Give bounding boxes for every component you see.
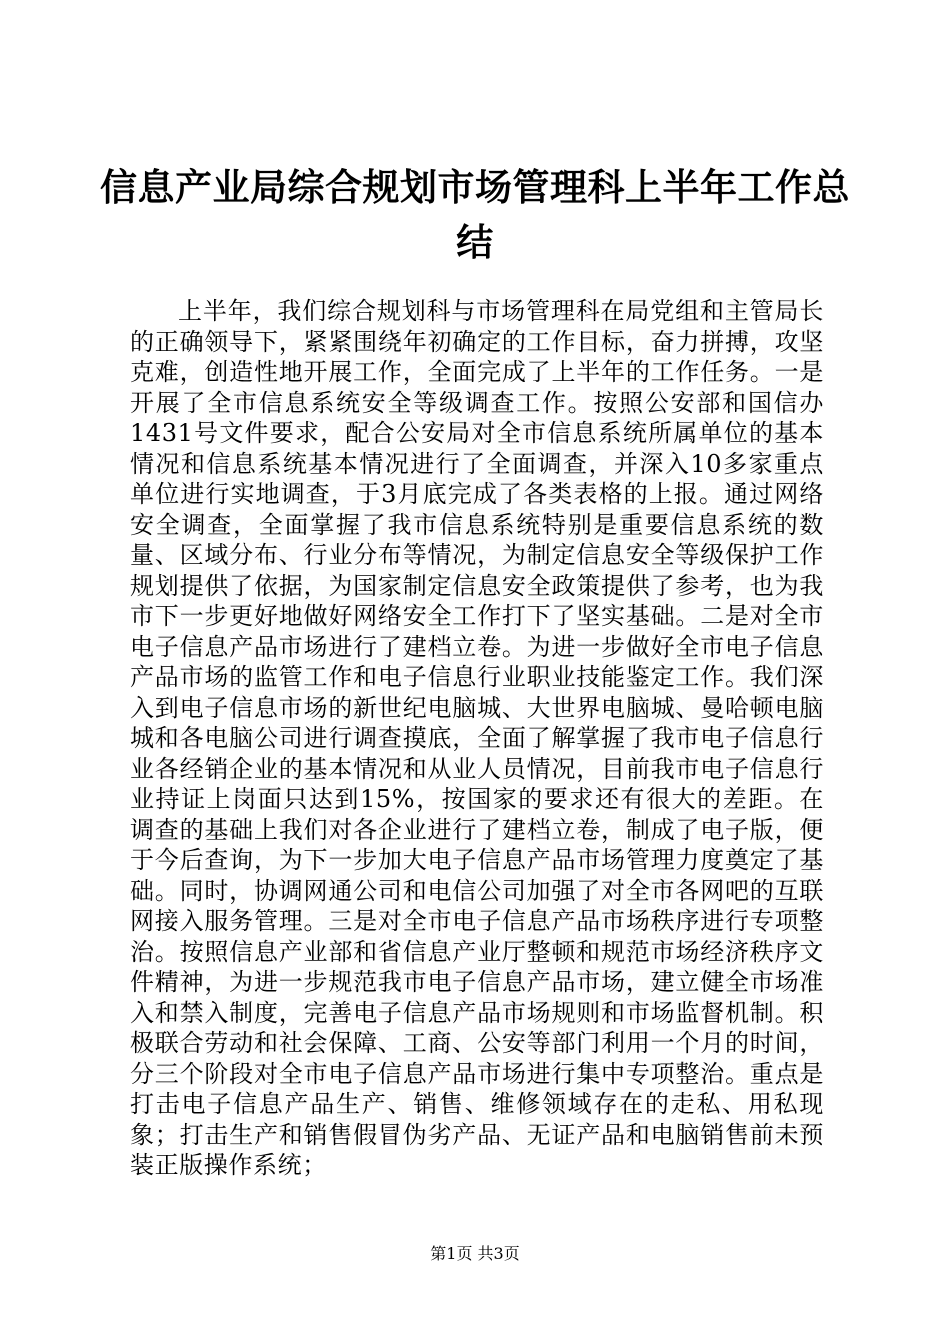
page-footer: 第1页 共3页 xyxy=(430,1244,520,1263)
document-body-paragraph: 上半年，我们综合规划科与市场管理科在局党组和主管局长的正确领导下，紧紧围绕年初确定的工作目标，奋力拼搏，攻坚克难，创造性地开展工作，全面完成了上半年的工作任务。一是开展了全市信息系统安全等级调查工作。按照公安部和国信办1431号文件要求，配合公安局对全市信息系统所属单位的基本情况和信息系统基本情况进行了全面调查，并深入10多家重点单位进行实地调查，于3月底完成了各类表格的上报。通过网络安全调查，全面掌握了我市信息系统特别是重要信息系统的数量、区域分布、行业分布等情况，为制定信息安全等级保护工作规划提供了依据，为国家制定信息安全政策提供了参考，也为我市下一步更好地做好网络安全工作打下了坚实基础。二是对全市电子信息产品市场进行了建档立卷。为进一步做好全市电子信息产品市场的监管工作和电子信息行业职业技能鉴定工作。我们深入到电子信息市场的新世纪电脑城、大世界电脑城、曼哈顿电脑城和各电脑公司进行调查摸底，全面了解掌握了我市电子信息行业各经销企业的基本情况和从业人员情况，目前我市电子信息行业持证上岗面只达到15%，按国家的要求还有很大的差距。在调查的基础上我们对各企业进行了建档立卷，制成了电子版，便于今后查询，为下一步加大电子信息产品市场管理力度奠定了基础。同时，协调网通公司和电信公司加强了对全市各网吧的互联网接入服务管理。三是对全市电子信息产品市场秩序进行专项整治。按照信息产业部和省信息产业厅整顿和规范市场经济秩序文件精神，为进一步规范我市电子信息产品市场，建立健全市场准入和禁入制度，完善电子信息产品市场规则和市场监督机制。积极联合劳动和社会保障、工商、公安等部门利用一个月的时间，分三个阶段对全市电子信息产品市场进行集中专项整治。重点是打击电子信息产品生产、销售、维修领域存在的走私、用私现象；打击生产和销售假冒伪劣产品、无证产品和电脑销售前未预装正版操作系统； xyxy=(130,297,824,1179)
document-title: 信息产业局综合规划市场管理科上半年工作总结 xyxy=(100,166,850,264)
